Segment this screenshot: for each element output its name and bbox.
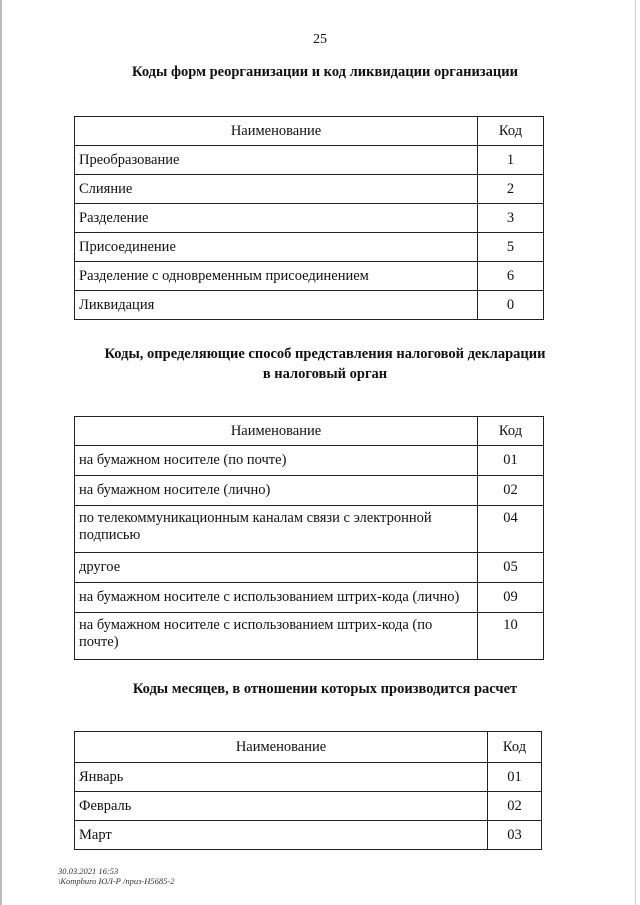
table-row <box>75 233 544 262</box>
table-row <box>75 613 544 660</box>
row-code: 2 <box>478 175 544 204</box>
table-header-row <box>75 417 544 446</box>
table-row <box>75 146 544 175</box>
row-code: 3 <box>478 204 544 233</box>
row-name: на бумажном носителе (лично) <box>75 476 478 506</box>
table-header-row <box>75 117 544 146</box>
row-code: 1 <box>478 146 544 175</box>
section-title-line: в налоговый орган <box>262 366 388 382</box>
table-row <box>75 204 544 233</box>
row-code: 02 <box>488 792 542 821</box>
row-name: Март <box>75 821 488 850</box>
row-name: другое <box>75 553 478 583</box>
row-code: 03 <box>488 821 542 850</box>
row-code: 09 <box>478 583 544 613</box>
row-name: Разделение с одновременным присоединением <box>75 262 478 291</box>
row-code: 01 <box>478 446 544 476</box>
row-name: Разделение <box>75 204 478 233</box>
column-header-code: Код <box>478 117 544 146</box>
section-title-reorganization <box>60 62 590 82</box>
document-footer <box>58 866 174 886</box>
section-title-submission-method <box>60 344 590 384</box>
row-name: Ликвидация <box>75 291 478 320</box>
section-title-line: Коды форм реорганизации и код ликвидации организации <box>132 64 518 80</box>
table-row <box>75 506 544 553</box>
row-name: Преобразование <box>75 146 478 175</box>
table-row <box>75 175 544 204</box>
column-header-name: Наименование <box>75 117 478 146</box>
month-codes-table <box>74 731 542 850</box>
row-code: 0 <box>478 291 544 320</box>
row-name: Слияние <box>75 175 478 204</box>
column-header-code: Код <box>488 732 542 763</box>
row-code: 02 <box>478 476 544 506</box>
row-code: 01 <box>488 763 542 792</box>
footer-timestamp: 30.03.2021 16:53 <box>58 866 119 876</box>
page-edge-left <box>0 0 2 905</box>
table-row <box>75 291 544 320</box>
section-title-line: Коды, определяющие способ представления налоговой декларации <box>104 346 546 362</box>
submission-method-codes-table <box>74 416 544 660</box>
row-name: Февраль <box>75 792 488 821</box>
table-row <box>75 446 544 476</box>
column-header-name: Наименование <box>75 417 478 446</box>
table-header-row <box>75 732 542 763</box>
section-title-months <box>60 679 590 699</box>
table-row <box>75 553 544 583</box>
row-name: Присоединение <box>75 233 478 262</box>
row-code: 5 <box>478 233 544 262</box>
row-code: 10 <box>478 613 544 660</box>
page-number: 25 <box>313 32 327 47</box>
row-code: 6 <box>478 262 544 291</box>
row-name: по телекоммуникационным каналам связи с электронной подписью <box>75 506 478 553</box>
table-row <box>75 262 544 291</box>
section-title-line: Коды месяцев, в отношении которых производится расчет <box>132 681 518 697</box>
table-row <box>75 821 542 850</box>
row-code: 05 <box>478 553 544 583</box>
table-row <box>75 763 542 792</box>
column-header-code: Код <box>478 417 544 446</box>
row-name: на бумажном носителе с использованием штрих-кода (лично) <box>75 583 478 613</box>
row-name: Январь <box>75 763 488 792</box>
row-name: на бумажном носителе с использованием штрих-кода (по почте) <box>75 613 478 660</box>
table-row <box>75 583 544 613</box>
row-code: 04 <box>478 506 544 553</box>
footer-file-path: \Kompburo ЮЛ-Р /приз-H5685-2 <box>58 876 175 886</box>
table-row <box>75 476 544 506</box>
reorganization-codes-table <box>74 116 544 320</box>
row-name: на бумажном носителе (по почте) <box>75 446 478 476</box>
page-edge-right <box>635 0 636 905</box>
column-header-name: Наименование <box>75 732 488 763</box>
table-row <box>75 792 542 821</box>
